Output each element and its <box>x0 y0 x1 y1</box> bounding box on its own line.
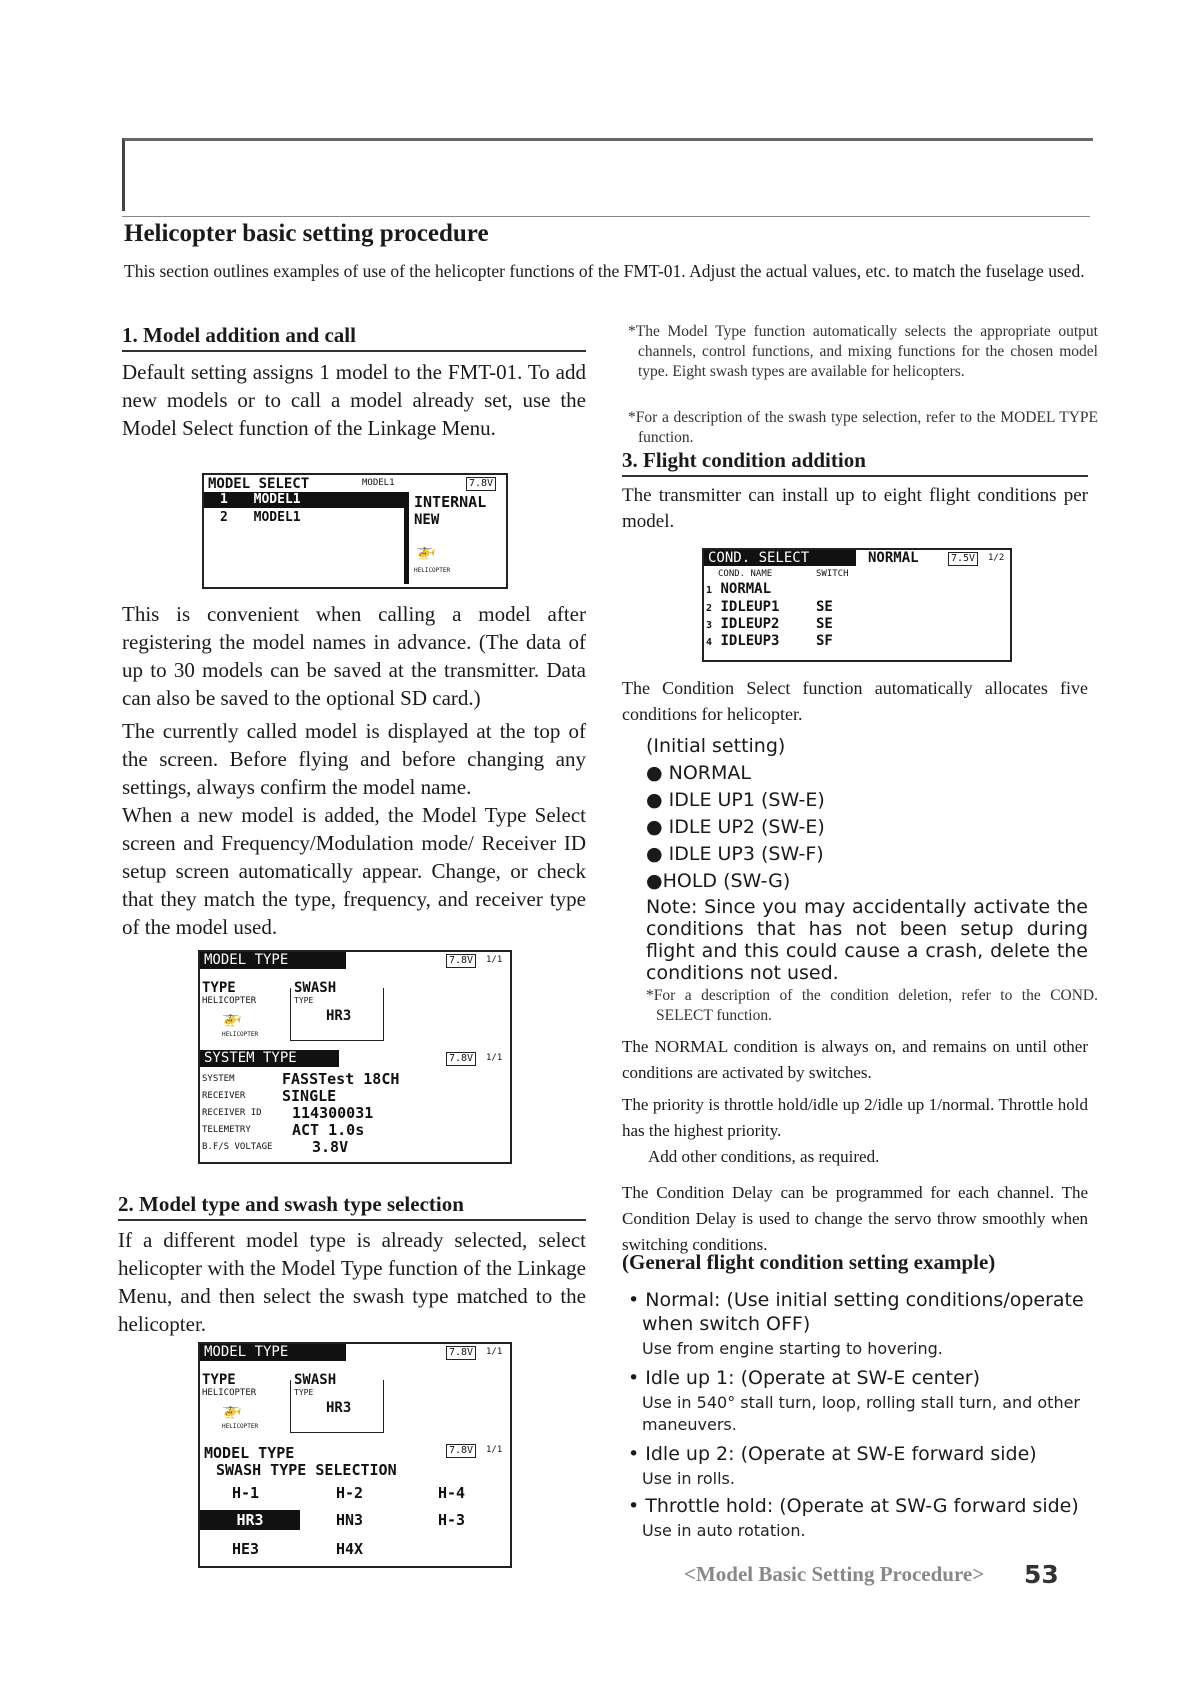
section1-p2: This is convenient when calling a model after registering the model names in advance. (The data of up to 30 models can be saved at the transmitter. Data can also be saved to the optional SD card.) <box>122 602 586 710</box>
mt1-title: MODEL TYPE <box>200 952 346 969</box>
header-box <box>122 138 1093 211</box>
mt1-swash-label: SWASH <box>294 980 337 996</box>
mt2-swash-label: SWASH <box>294 1372 337 1388</box>
st-battery: 7.8V <box>446 1052 476 1066</box>
footer-title: <Model Basic Setting Procedure> <box>684 1562 985 1586</box>
example-item: • Throttle hold: (Operate at SW-G forward side) <box>628 1495 1079 1517</box>
ms-title: MODEL SELECT <box>208 476 310 492</box>
st-telemetry-value[interactable]: ACT 1.0s <box>292 1121 365 1139</box>
sw-heading: SWASH TYPE SELECTION <box>216 1461 397 1479</box>
intro-text: This section outlines examples of use of the helicopter functions of the FMT-01. Adjust the actual values, etc. to match the fuselage used. <box>124 261 1085 281</box>
ms-divider <box>404 492 409 584</box>
mt2-swash-value[interactable]: HR3 <box>326 1400 352 1416</box>
condition-item: ●HOLD (SW-G) <box>646 870 791 892</box>
st-bfs-value[interactable]: 3.8V <box>312 1138 349 1156</box>
ms-internal[interactable]: INTERNAL <box>414 493 487 511</box>
cs-col-switch: SWITCH <box>816 569 849 579</box>
cond-row-num: 2 <box>706 603 713 614</box>
ms-row1-num: 1 <box>220 492 228 507</box>
section3-p6: The Condition Delay can be programmed for each channel. The Condition Delay is used to change the servo throw smoothly when switching conditions. <box>622 1183 1088 1254</box>
example-heading: (General flight condition setting example) <box>622 1250 996 1274</box>
section1-p1: Default setting assigns 1 model to the FMT-01. To add new models or to call a model already set, use the Model Select function of the Linkage Menu. <box>122 360 586 440</box>
swash-option[interactable]: HN3 <box>336 1511 364 1529</box>
cs-current: NORMAL <box>868 550 919 566</box>
swash-option[interactable]: HE3 <box>232 1540 260 1558</box>
header-rule <box>122 216 1090 217</box>
st-system-label: SYSTEM <box>202 1074 235 1084</box>
cond-row-name: IDLEUP3 <box>720 633 780 649</box>
model-type-screen-2 <box>198 1342 512 1568</box>
ms-battery: 7.8V <box>466 477 496 491</box>
swash-option-selected[interactable]: HR3 <box>200 1510 300 1530</box>
sw-page: 1/1 <box>486 1445 503 1455</box>
mt1-heli-label: HELICOPTER <box>222 1031 259 1038</box>
section2-heading: 2. Model type and swash type selection <box>118 1192 586 1221</box>
mt1-type-label: TYPE <box>202 980 236 996</box>
st-rxid-value[interactable]: 114300031 <box>292 1104 374 1122</box>
mt2-type-label: TYPE <box>202 1372 236 1388</box>
swash-option[interactable]: H-2 <box>336 1484 364 1502</box>
note-cond-delete: *For a description of the condition deletion, refer to the COND. SELECT function. <box>646 987 1098 1024</box>
mt2-heli-label: HELICOPTER <box>222 1423 259 1430</box>
cond-row-name: IDLEUP1 <box>720 599 780 615</box>
section3-p1: The transmitter can install up to eight flight conditions per model. <box>622 485 1088 532</box>
page-title: Helicopter basic setting procedure <box>124 220 489 247</box>
cs-title: COND. SELECT <box>704 550 856 566</box>
cs-battery: 7.5V <box>948 552 978 566</box>
delete-note: Note: Since you may accidentally activate the conditions that has not been setup during flight and this could cause a crash, delete the conditions not used. <box>646 896 1088 984</box>
cond-row-name: NORMAL <box>720 581 772 597</box>
mt1-swash-value[interactable]: HR3 <box>326 1008 352 1024</box>
mt2-type-value[interactable]: HELICOPTER <box>202 1388 257 1398</box>
ms-heli-label: HELICOPTER <box>414 567 451 574</box>
mt1-swash-sub: TYPE <box>294 996 314 1005</box>
condition-item: ● IDLE UP2 (SW-E) <box>646 816 825 838</box>
example-item: • Idle up 1: (Operate at SW-E center) <box>628 1367 980 1389</box>
swash-option[interactable]: H4X <box>336 1540 364 1558</box>
cond-row-num: 3 <box>706 620 713 631</box>
swash-option[interactable]: H-1 <box>232 1484 260 1502</box>
example-sub: Use in rolls. <box>642 1469 735 1488</box>
note-swash-ref: *For a description of the swash type selection, refer to the MODEL TYPE function. <box>628 409 1098 446</box>
cond-row-switch[interactable]: SE <box>816 599 833 615</box>
ms-row2-num: 2 <box>220 510 228 525</box>
st-rxid-label: RECEIVER ID <box>202 1108 262 1118</box>
section3-p3: The NORMAL condition is always on, and remains on until other conditions are activated by switches. <box>622 1037 1088 1082</box>
example-item: • Idle up 2: (Operate at SW-E forward side) <box>628 1443 1037 1465</box>
st-telemetry-label: TELEMETRY <box>202 1125 251 1135</box>
page-number: 53 <box>1024 1560 1059 1589</box>
section3-p5: Add other conditions, as required. <box>648 1147 880 1166</box>
section3-heading: 3. Flight condition addition <box>622 448 1088 477</box>
note-model-type: *The Model Type function automatically selects the appropriate output channels, control functions, and mixing functions for the chosen model type. Eight swash types are available for helicopters. <box>628 323 1098 380</box>
helicopter-icon: 🚁 <box>222 1008 242 1027</box>
cond-row[interactable] <box>706 599 779 615</box>
condition-item: ● IDLE UP1 (SW-E) <box>646 789 825 811</box>
section3-p4: The priority is throttle hold/idle up 2/idle up 1/normal. Throttle hold has the highest priority. <box>622 1095 1088 1140</box>
section2-p1: If a different model type is already selected, select helicopter with the Model Type function of the Linkage Menu, and then select the swash type matched to the helicopter. <box>118 1228 586 1336</box>
section3-p2: The Condition Select function automatically allocates five conditions for helicopter. <box>622 678 1088 724</box>
mt1-battery: 7.8V <box>446 954 476 968</box>
st-receiver-value[interactable]: SINGLE <box>282 1087 337 1105</box>
section1-heading: 1. Model addition and call <box>122 323 586 352</box>
sw-battery: 7.8V <box>446 1444 476 1458</box>
mt2-swash-sub: TYPE <box>294 1388 314 1397</box>
swash-option[interactable]: H-3 <box>438 1511 466 1529</box>
cond-row-num: 1 <box>706 585 713 596</box>
cond-row-num: 4 <box>706 637 713 648</box>
ms-new[interactable]: NEW <box>414 512 440 528</box>
model-select-screen <box>202 473 508 589</box>
cond-row[interactable] <box>706 633 779 649</box>
example-sub: Use in auto rotation. <box>642 1521 806 1540</box>
ms-row1-name: MODEL1 <box>253 492 301 507</box>
st-title: SYSTEM TYPE <box>200 1050 339 1067</box>
st-bfs-label: B.F/S VOLTAGE <box>202 1142 273 1152</box>
cond-row[interactable] <box>706 616 779 632</box>
example-sub: Use from engine starting to hovering. <box>642 1339 943 1358</box>
condition-item: ● NORMAL <box>646 762 751 784</box>
st-page: 1/1 <box>486 1053 503 1063</box>
mt1-type-value[interactable]: HELICOPTER <box>202 996 257 1006</box>
st-system-value[interactable]: FASSTest 18CH <box>282 1070 400 1088</box>
section1-p4: When a new model is added, the Model Type Select screen and Frequency/Modulation mode/ Receiver ID setup screen automatically appear. Change, or check that they match the type, frequency, and receiver type of the model used. <box>122 803 586 939</box>
mt1-page: 1/1 <box>486 955 503 965</box>
helicopter-icon: 🚁 <box>416 541 436 560</box>
mt2-page: 1/1 <box>486 1347 503 1357</box>
mt2-battery: 7.8V <box>446 1346 476 1360</box>
helicopter-icon: 🚁 <box>222 1400 242 1419</box>
ms-row2[interactable] <box>204 510 301 525</box>
cond-row-switch[interactable]: SE <box>816 616 833 632</box>
example-sub: Use in 540° stall turn, loop, rolling stall turn, and other maneuvers. <box>642 1393 1080 1434</box>
st-receiver-label: RECEIVER <box>202 1091 246 1101</box>
cond-row[interactable] <box>706 581 771 597</box>
cs-page: 1/2 <box>988 553 1005 563</box>
swash-option[interactable]: H-4 <box>438 1484 466 1502</box>
cs-col-name: COND. NAME <box>718 569 773 579</box>
mt2-title: MODEL TYPE <box>200 1344 346 1361</box>
ms-row2-name: MODEL1 <box>253 510 301 525</box>
model-type-screen-1 <box>198 950 512 1164</box>
cond-select-screen <box>702 548 1012 662</box>
cond-row-switch[interactable]: SF <box>816 633 833 649</box>
cond-row-name: IDLEUP2 <box>720 616 780 632</box>
example-item: • Normal: (Use initial setting conditions/operate when switch OFF) <box>628 1289 1084 1335</box>
ms-current: MODEL1 <box>362 478 395 488</box>
ms-row1[interactable] <box>204 492 404 508</box>
sw-title: MODEL TYPE <box>204 1444 295 1462</box>
initial-setting: (Initial setting) <box>646 735 786 757</box>
condition-item: ● IDLE UP3 (SW-F) <box>646 843 824 865</box>
section1-p3: The currently called model is displayed at the top of the screen. Before flying and before changing any settings, always confirm the model name. <box>122 719 586 799</box>
